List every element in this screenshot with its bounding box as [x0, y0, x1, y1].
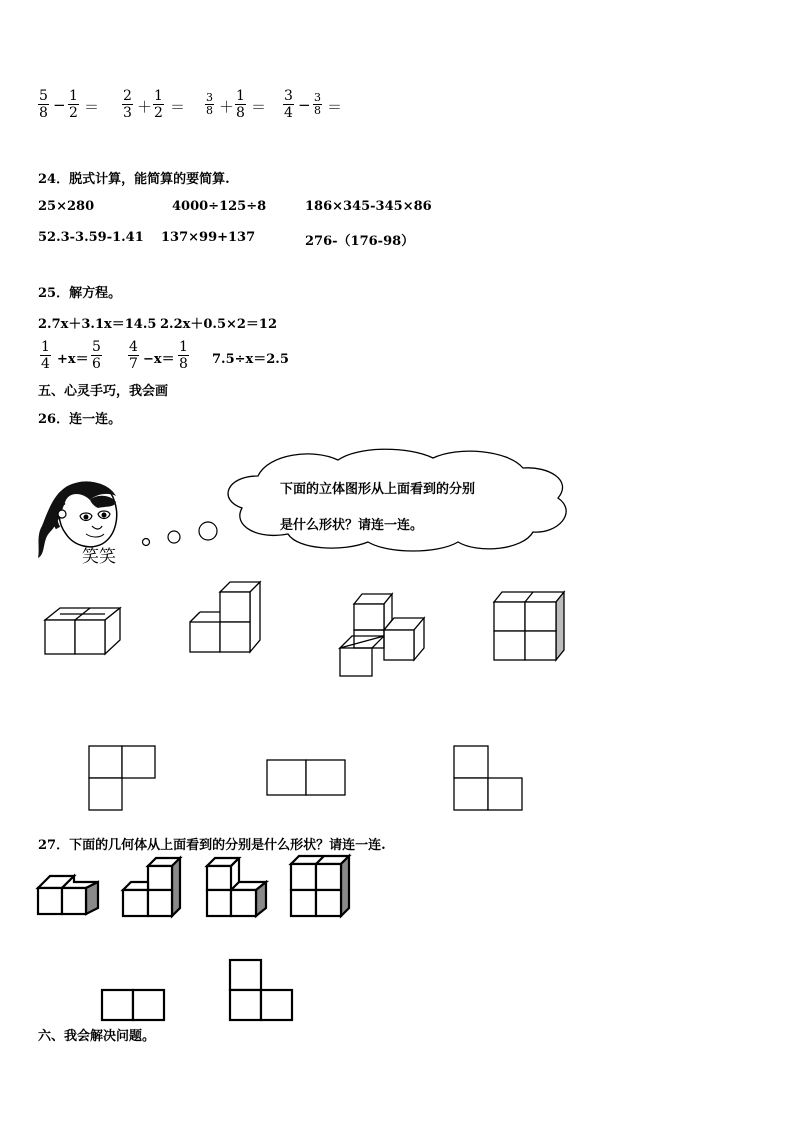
plus-sign: ＋	[219, 98, 235, 116]
minus-sign: −	[298, 96, 311, 114]
equation: 2.7x＋3.1x＝14.5	[38, 317, 157, 332]
bold-solid-figure-3	[204, 856, 272, 922]
top-view-l-shape	[88, 744, 160, 812]
fraction: 2 3	[123, 88, 132, 121]
equals-sign: ＝	[251, 98, 267, 116]
equation: 2.2x＋0.5×2＝12	[160, 317, 278, 332]
bold-solid-figure-1	[36, 868, 104, 918]
solid-figure-3	[338, 590, 428, 680]
fraction: 1 8	[236, 88, 245, 121]
bold-top-view-l-shape	[228, 958, 294, 1022]
bold-top-view-two-squares	[100, 988, 166, 1022]
cloud-text-line-1: 下面的立体图形从上面看到的分别	[280, 482, 476, 497]
calc-item: 25×280	[38, 199, 95, 214]
equation-operator: +x＝	[57, 352, 89, 367]
fraction: 3 8	[206, 91, 213, 117]
question-27-title: 27．下面的几何体从上面看到的分别是什么形状？请连一连.	[38, 838, 386, 853]
equals-sign: ＝	[84, 98, 100, 116]
solid-figure-2	[188, 580, 268, 660]
thought-bubbles	[138, 518, 218, 548]
plus-sign: ＋	[137, 98, 153, 116]
calc-item: 52.3-3.59-1.41	[38, 230, 144, 245]
fraction: 1 2	[154, 88, 163, 121]
fraction: 4 7	[129, 339, 138, 372]
calc-item: 137×99+137	[161, 230, 256, 245]
solid-figure-1	[42, 598, 132, 658]
fraction: 5 6	[92, 339, 101, 372]
calc-item: 186×345-345×86	[305, 199, 432, 214]
solid-figure-4	[492, 590, 572, 665]
fraction: 5 8	[39, 88, 48, 121]
fraction: 1 2	[69, 88, 78, 121]
equation: 7.5÷x＝2.5	[212, 352, 289, 367]
girl-name-label: 笑笑	[82, 547, 116, 567]
section-5-heading: 五、心灵手巧，我会画	[38, 384, 169, 399]
top-view-reverse-l-shape	[452, 744, 524, 812]
fraction: 3 8	[314, 91, 321, 117]
calc-item: 276-（176-98）	[305, 234, 415, 249]
calc-item: 4000÷125÷8	[172, 199, 267, 214]
equation-operator: −x＝	[143, 352, 175, 367]
fraction: 1 4	[41, 339, 50, 372]
question-26-title: 26．连一连。	[38, 412, 122, 427]
section-6-heading: 六、我会解决问题。	[38, 1029, 156, 1044]
cloud-text-line-2: 是什么形状？请连一连。	[280, 518, 424, 533]
fraction: 1 8	[179, 339, 188, 372]
equals-sign: ＝	[327, 98, 343, 116]
top-view-two-squares	[265, 758, 347, 798]
minus-sign: −	[53, 96, 66, 114]
bold-solid-figure-4	[288, 854, 354, 920]
equals-sign: ＝	[170, 98, 186, 116]
question-24-title: 24．脱式计算，能简算的要简算.	[38, 172, 230, 187]
question-25-title: 25．解方程。	[38, 286, 122, 301]
bold-solid-figure-2	[120, 856, 186, 922]
fraction: 3 4	[284, 88, 293, 121]
speech-cloud	[218, 446, 578, 556]
